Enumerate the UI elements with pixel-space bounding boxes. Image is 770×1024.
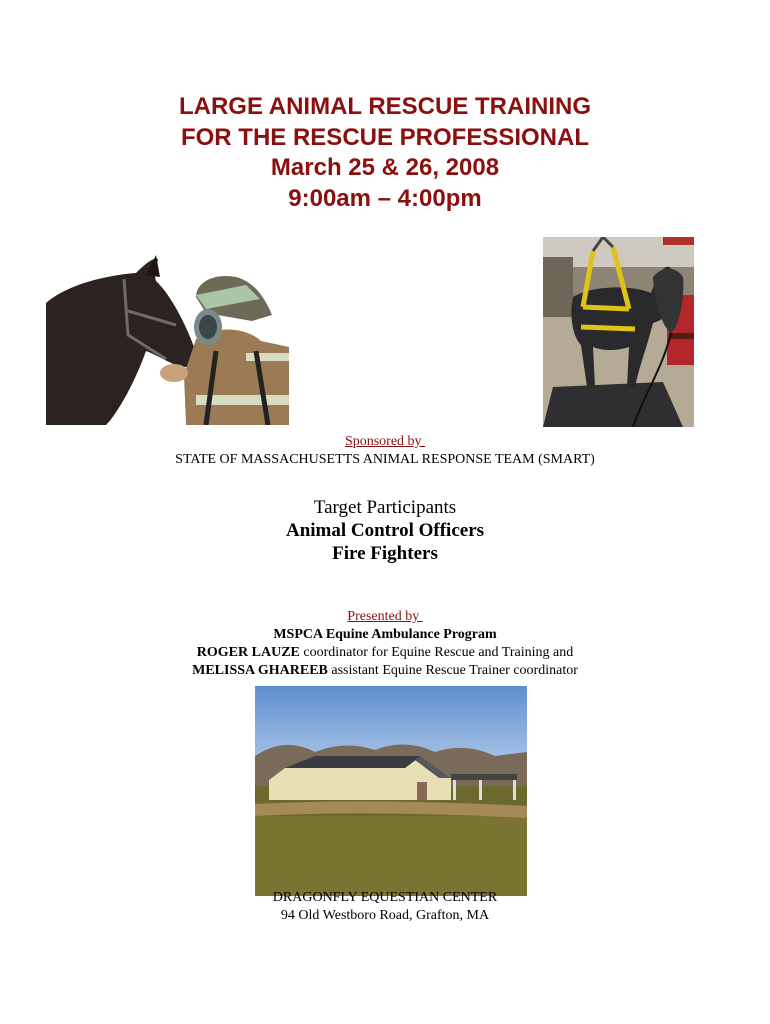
presenter-label: Presented by (347, 609, 423, 624)
participant-item: Animal Control Officers (285, 520, 485, 541)
participant-item: Fire Fighters (332, 543, 438, 564)
equestrian-center-photo (255, 686, 527, 896)
sponsor-name: STATE OF MASSACHUSETTS ANIMAL RESPONSE TEAM (SMART) (175, 452, 595, 467)
program-name: MSPCA Equine Ambulance Program (273, 627, 497, 642)
venue-name: DRAGONFLY EQUESTIAN CENTER (272, 890, 498, 905)
presenter-2-role: assistant Equine Rescue Trainer coordinator (327, 663, 578, 678)
presenter-2 (0, 662, 770, 680)
horse-firefighter-photo (46, 255, 289, 425)
venue-section (0, 889, 770, 925)
horse-sling-photo (543, 237, 694, 427)
page-title (0, 92, 770, 214)
event-dates: March 25 & 26, 2008 (270, 154, 500, 181)
presenter-1-name: ROGER LAUZE (196, 645, 300, 660)
presenter-1-role: coordinator for Equine Rescue and Training and (299, 645, 574, 660)
venue-address: 94 Old Westboro Road, Grafton, MA (280, 908, 490, 923)
target-heading: Target Participants (313, 497, 457, 518)
presenters-section (0, 608, 770, 680)
sponsor-label: Sponsored by (344, 434, 426, 449)
event-time: 9:00am – 4:00pm (288, 184, 482, 212)
target-participants-section (0, 496, 770, 565)
presenter-1 (0, 644, 770, 662)
title-line-2: FOR THE RESCUE PROFESSIONAL (180, 123, 590, 151)
title-line-1: LARGE ANIMAL RESCUE TRAINING (178, 93, 591, 120)
sponsor-section (0, 433, 770, 469)
presenter-2-name: MELISSA GHAREEB (192, 663, 328, 678)
